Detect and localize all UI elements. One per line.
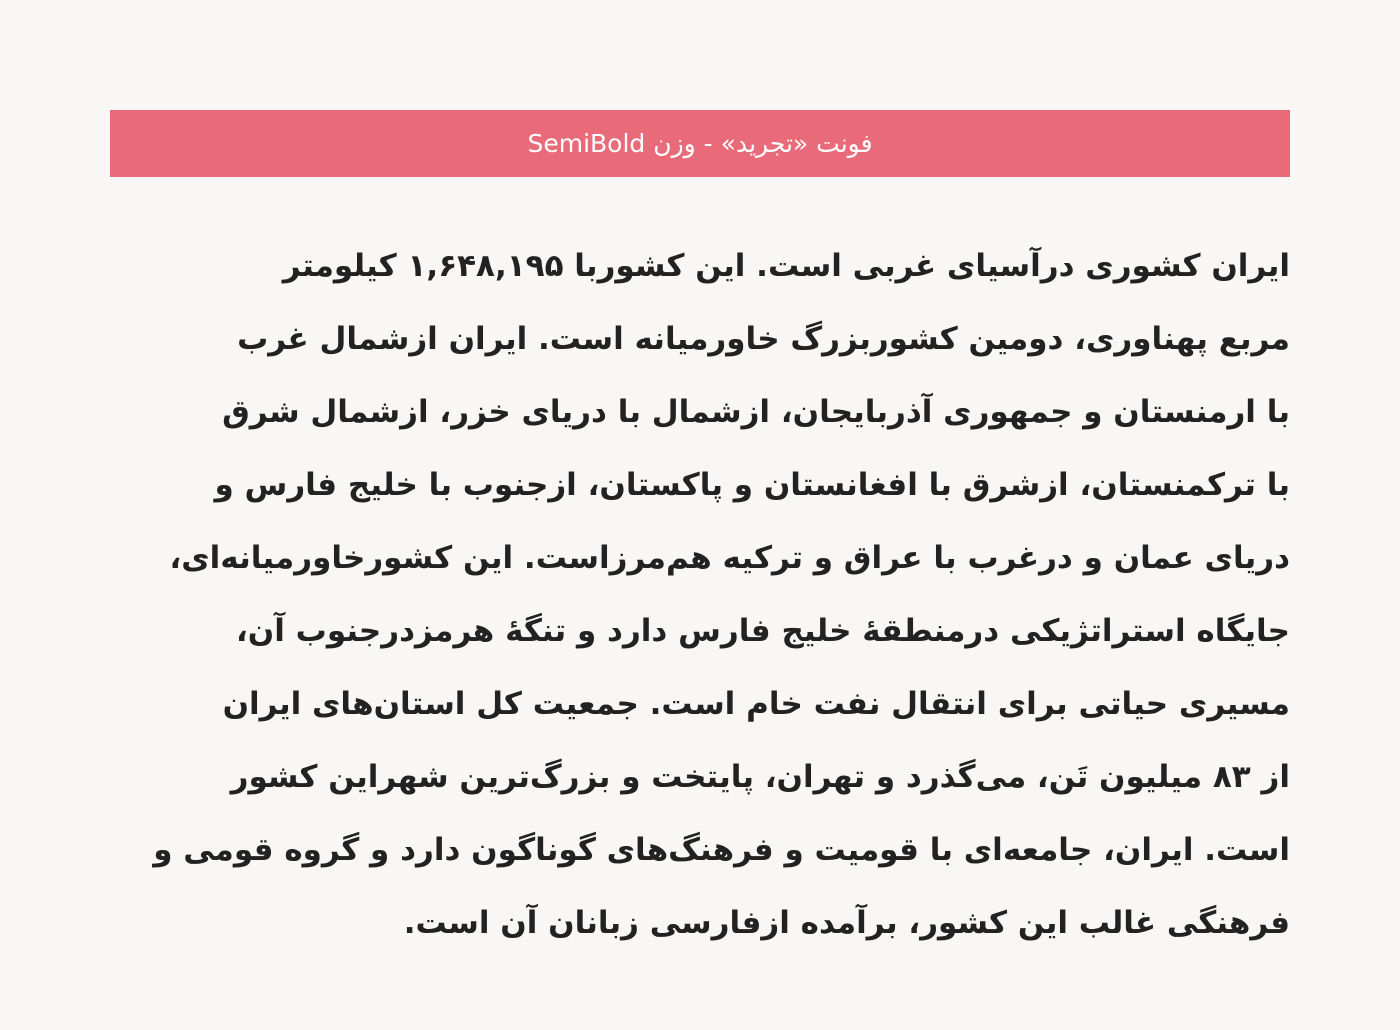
paragraph-line-10: فرهنگی غالب این کشور، برآمده ازفارسی زبانان آن است. — [403, 905, 1290, 941]
sample-paragraph — [110, 230, 1290, 990]
paragraph-line-2: مربع پهناوری، دومین کشوربزرگ خاورمیانه است. ایران ازشمال غرب — [237, 321, 1290, 357]
paragraph-line-9: است. ایران، جامعه‌ای با قومیت و فرهنگ‌های گوناگون دارد و گروه قومی و — [153, 832, 1290, 868]
paragraph-line-5: دریای عمان و درغرب با عراق و ترکیه هم‌مرزاست. این کشورخاورمیانه‌ای، — [169, 540, 1290, 576]
paragraph-line-8: از ۸۳ میلیون تَن، می‌گذرد و تهران، پایتخت و بزرگ‌ترین شهراین کشور — [230, 759, 1290, 795]
paragraph-line-1: ایران کشوری درآسیای غربی است. این کشوربا ۱,۶۴۸,۱۹۵ کیلومتر — [282, 248, 1290, 284]
paragraph-line-6: جایگاه استراتژیکی درمنطقهٔ خلیج فارس دارد و تنگهٔ هرمزدرجنوب آن، — [236, 613, 1290, 649]
paragraph-line-4: با ترکمنستان، ازشرق با افغانستان و پاکستان، ازجنوب با خلیج فارس و — [214, 467, 1290, 503]
paragraph-line-3: با ارمنستان و جمهوری آذربایجان، ازشمال با دریای خزر، ازشمال شرق — [222, 394, 1290, 430]
title-banner — [110, 110, 1290, 177]
banner-title: فونت «تجرید» - وزن SemiBold — [527, 129, 873, 158]
paragraph-line-7: مسیری حیاتی برای انتقال نفت خام است. جمعیت کل استان‌های ایران — [222, 686, 1290, 722]
